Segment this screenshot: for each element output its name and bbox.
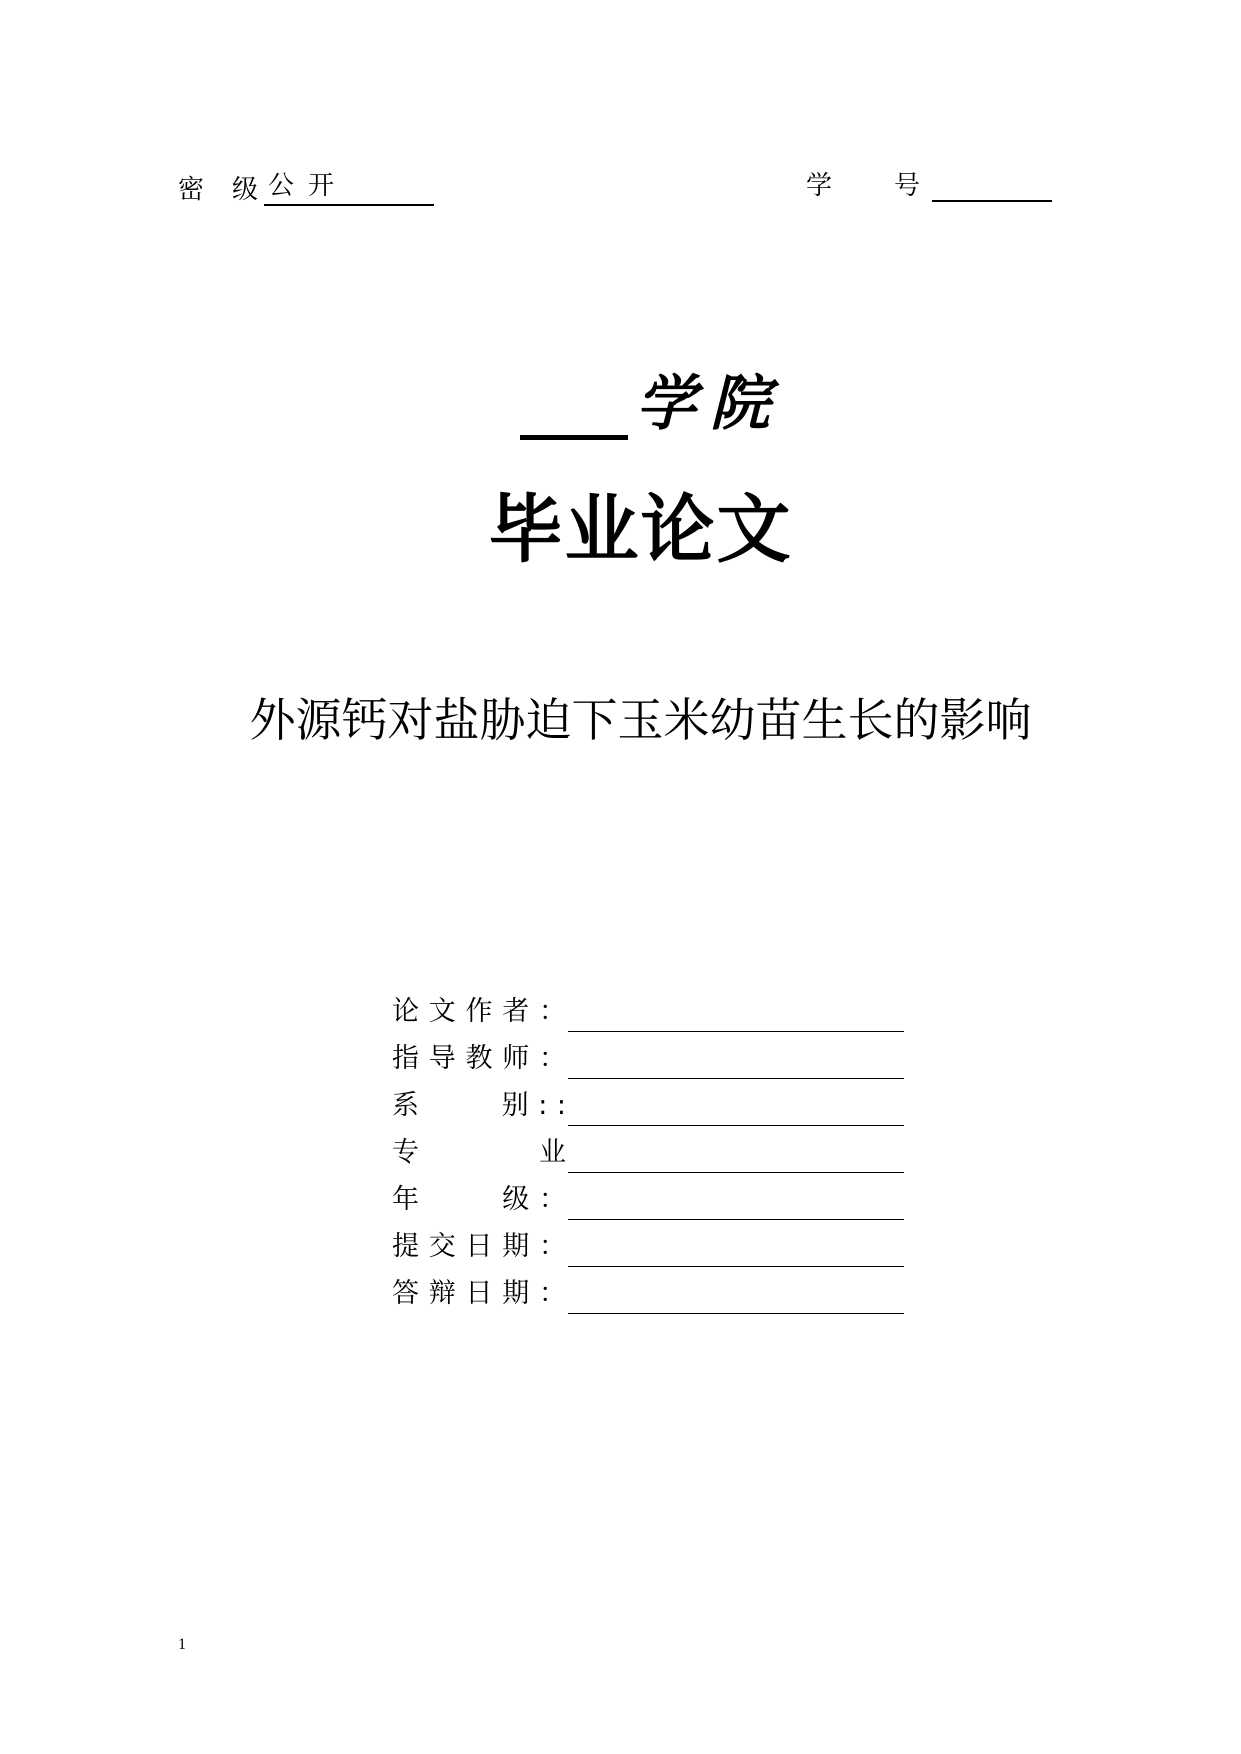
college-name-blank: [520, 373, 628, 440]
info-line-submit-date: [568, 1230, 904, 1267]
info-row-submit-date: [392, 1220, 912, 1267]
college-label: 学院: [636, 369, 784, 439]
meta-row: [178, 165, 1042, 205]
student-id-value: [932, 170, 1052, 202]
info-row-advisor: [392, 1032, 912, 1079]
info-line-department: [568, 1089, 904, 1126]
info-line-defense-date: [568, 1277, 904, 1314]
secrecy-label: 密级: [178, 175, 287, 205]
student-id-label: 学号: [806, 171, 983, 201]
info-line-grade: [568, 1183, 904, 1220]
page-number: 1: [178, 1636, 186, 1653]
info-label-submit-date: 提 交 日 期 ：: [392, 1231, 566, 1262]
info-row-defense-date: [392, 1267, 912, 1314]
info-row-department: [392, 1079, 912, 1126]
info-row-author: [392, 985, 912, 1032]
info-label-department: 系 别 : :: [392, 1090, 566, 1121]
info-label-defense-date: 答 辩 日 期 ：: [392, 1278, 566, 1309]
info-fields: [392, 985, 912, 1314]
info-label-advisor: 指 导 教 师 ：: [392, 1043, 566, 1074]
info-label-major: 专 业: [392, 1137, 566, 1168]
college-line: [520, 368, 784, 440]
thesis-topic: 外源钙对盐胁迫下玉米幼苗生长的影响: [249, 693, 1032, 747]
info-line-author: [568, 995, 904, 1032]
info-line-major: [568, 1136, 904, 1173]
info-row-grade: [392, 1173, 912, 1220]
info-row-major: [392, 1126, 912, 1173]
info-label-author: 论 文 作 者 ：: [392, 996, 566, 1027]
secrecy-value: 公开: [264, 165, 434, 206]
secrecy-field: [178, 165, 434, 206]
document-title: 毕业论文: [488, 487, 793, 573]
info-line-advisor: [568, 1042, 904, 1079]
info-label-grade: 年 级 ：: [392, 1184, 566, 1215]
student-id-field: [806, 165, 1052, 202]
